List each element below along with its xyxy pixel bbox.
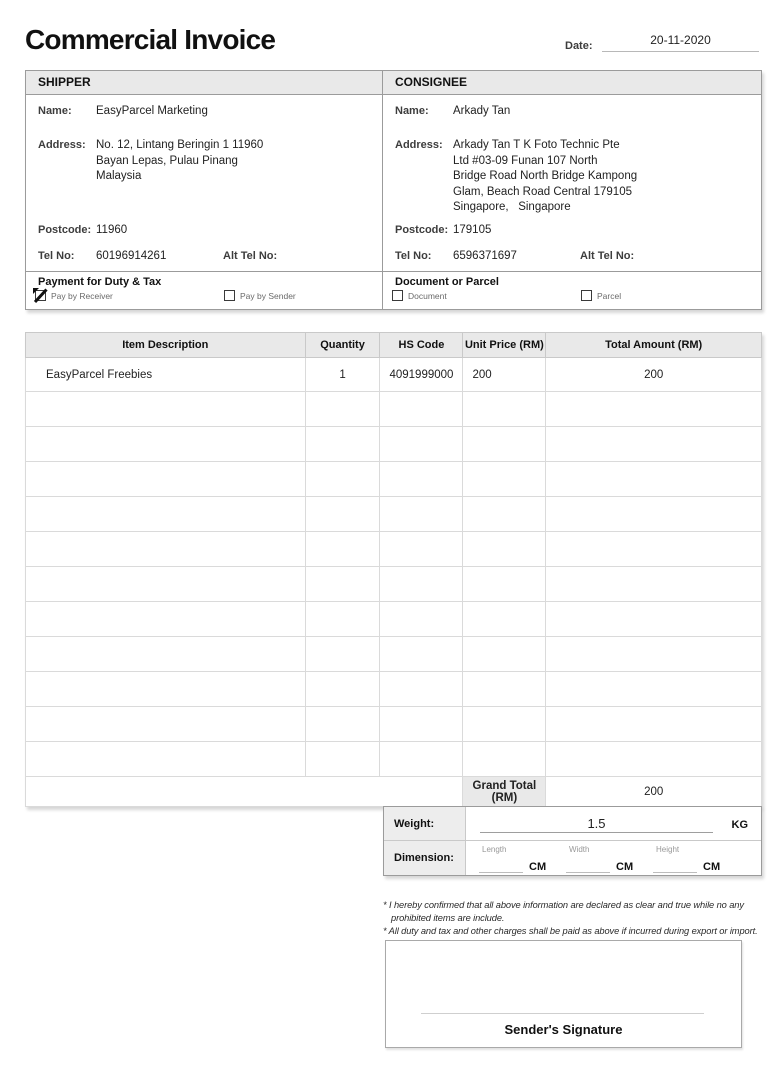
empty-item-cell	[26, 497, 306, 532]
empty-item-cell	[463, 427, 546, 462]
signature-label: Sender's Signature	[504, 1022, 623, 1037]
weight-unit: KG	[731, 819, 748, 831]
empty-item-cell	[380, 672, 463, 707]
empty-item-row	[26, 532, 762, 567]
address-line: Glam, Beach Road Central 179105	[453, 185, 632, 198]
length-field[interactable]	[479, 861, 523, 873]
empty-item-cell	[380, 392, 463, 427]
empty-item-cell	[546, 742, 762, 777]
consignee-section-title: CONSIGNEE	[395, 75, 468, 89]
grand-total-row	[26, 777, 762, 807]
empty-item-row	[26, 497, 762, 532]
pay-by-sender-label: Pay by Sender	[240, 290, 296, 301]
document-label: Document	[408, 290, 447, 301]
empty-item-cell	[463, 742, 546, 777]
empty-item-cell	[463, 672, 546, 707]
parties-header-row	[26, 71, 761, 95]
empty-item-cell	[26, 672, 306, 707]
consignee-postcode-value: 179105	[453, 224, 492, 236]
page-title: Commercial Invoice	[25, 24, 276, 55]
width-label: Width	[569, 845, 590, 854]
pay-by-receiver-option[interactable]	[35, 290, 113, 301]
empty-item-cell	[463, 462, 546, 497]
consignee-tel-value: 6596371697	[453, 250, 517, 262]
empty-item-row	[26, 742, 762, 777]
consignee-postcode-label: Postcode:	[395, 224, 449, 236]
consignee-alt-tel-label: Alt Tel No:	[580, 250, 635, 262]
item-hs-code-cell: 4091999000	[380, 358, 463, 392]
empty-item-cell	[546, 392, 762, 427]
empty-item-cell	[546, 602, 762, 637]
pay-by-receiver-checkbox[interactable]	[35, 290, 46, 301]
consignee-name-label: Name:	[395, 105, 429, 117]
dimension-cell	[466, 841, 761, 875]
parcel-option[interactable]	[581, 290, 621, 301]
empty-item-row	[26, 672, 762, 707]
shipper-tel-value: 60196914261	[96, 250, 167, 262]
dimension-label: Dimension:	[384, 841, 466, 875]
grand-total-label: Grand Total (RM)	[463, 777, 546, 807]
items-table-empty-rows	[26, 392, 762, 777]
empty-item-cell	[26, 742, 306, 777]
empty-item-cell	[305, 532, 380, 567]
empty-item-row	[26, 602, 762, 637]
empty-item-cell	[463, 392, 546, 427]
weight-input-line[interactable]	[480, 832, 713, 833]
address-line: Ltd #03-09 Funan 107 North	[453, 154, 598, 167]
width-group	[566, 845, 654, 873]
empty-item-cell	[380, 497, 463, 532]
address-line: Arkady Tan T K Foto Technic Pte	[453, 139, 620, 151]
empty-item-cell	[546, 567, 762, 602]
payment-duty-tax-section	[26, 272, 383, 309]
empty-item-cell	[546, 637, 762, 672]
footnote: * I hereby confirmed that all above information are declared as clear and true while no any prohibited items are include.	[383, 900, 744, 923]
empty-item-cell	[305, 602, 380, 637]
empty-item-cell	[463, 707, 546, 742]
header-unit-price: Unit Price (RM)	[463, 333, 546, 358]
pay-by-receiver-label: Pay by Receiver	[51, 290, 113, 301]
empty-item-cell	[380, 602, 463, 637]
empty-item-cell	[380, 567, 463, 602]
consignee-details	[383, 95, 761, 271]
empty-item-cell	[546, 427, 762, 462]
length-unit: CM	[529, 861, 547, 873]
footnote: * All duty and tax and other charges shall be paid as above if incurred during export or import.	[383, 926, 758, 936]
shipper-section-title: SHIPPER	[26, 71, 383, 94]
empty-item-cell	[380, 532, 463, 567]
shipper-tel-label: Tel No:	[38, 250, 75, 262]
length-group	[479, 845, 567, 873]
date-label: Date:	[565, 40, 593, 52]
empty-item-cell	[463, 532, 546, 567]
parties-box	[25, 70, 762, 310]
payment-duty-tax-title: Payment for Duty & Tax	[38, 276, 162, 288]
shipper-postcode-label: Postcode:	[38, 224, 92, 236]
width-field[interactable]	[566, 861, 610, 873]
signature-line[interactable]	[421, 1013, 704, 1014]
height-field[interactable]	[653, 861, 697, 873]
document-option[interactable]	[392, 290, 447, 301]
date-field[interactable]: 20-11-2020	[602, 30, 759, 52]
empty-item-cell	[380, 707, 463, 742]
shipper-address-label: Address:	[38, 139, 86, 151]
empty-item-cell	[546, 707, 762, 742]
empty-item-cell	[305, 392, 380, 427]
item-row	[26, 358, 762, 392]
address-line: Singapore, Singapore	[453, 201, 571, 213]
parcel-label: Parcel	[597, 290, 622, 301]
empty-item-cell	[26, 707, 306, 742]
weight-cell	[466, 807, 761, 841]
empty-item-row	[26, 637, 762, 672]
empty-item-cell	[26, 427, 306, 462]
grand-total-value: 200	[546, 777, 762, 807]
item-unit-price-cell: 200	[463, 358, 546, 392]
empty-item-cell	[546, 672, 762, 707]
empty-item-cell	[380, 742, 463, 777]
shipper-name-value: EasyParcel Marketing	[96, 105, 208, 117]
empty-item-cell	[546, 462, 762, 497]
items-table	[25, 332, 762, 807]
empty-item-cell	[380, 427, 463, 462]
empty-item-cell	[463, 497, 546, 532]
pay-by-sender-checkbox[interactable]	[224, 290, 235, 301]
item-total-cell: 200	[546, 358, 762, 392]
items-header-row	[26, 333, 762, 358]
empty-item-cell	[305, 427, 380, 462]
empty-item-row	[26, 392, 762, 427]
empty-item-cell	[380, 637, 463, 672]
address-line: Bayan Lepas, Pulau Pinang	[96, 154, 238, 167]
header-quantity: Quantity	[305, 333, 380, 358]
consignee-tel-label: Tel No:	[395, 250, 432, 262]
empty-item-cell	[305, 462, 380, 497]
empty-item-row	[26, 707, 762, 742]
header-item-description: Item Description	[26, 333, 306, 358]
empty-item-cell	[546, 497, 762, 532]
empty-item-cell	[26, 637, 306, 672]
signature-box[interactable]	[385, 940, 742, 1048]
address-line: No. 12, Lintang Beringin 1 11960	[96, 139, 264, 151]
empty-item-cell	[26, 532, 306, 567]
empty-item-cell	[26, 462, 306, 497]
height-group	[653, 845, 741, 873]
weight-label: Weight:	[384, 807, 466, 841]
shipper-postcode-value: 11960	[96, 224, 128, 236]
weight-field[interactable]: 1.5	[587, 816, 606, 831]
width-unit: CM	[616, 861, 634, 873]
document-or-parcel-title: Document or Parcel	[395, 276, 499, 288]
check-mark-icon	[33, 288, 49, 304]
empty-item-row	[26, 567, 762, 602]
shipper-name-label: Name:	[38, 105, 72, 117]
document-checkbox[interactable]	[392, 290, 403, 301]
address-line: Bridge Road North Bridge Kampong	[453, 170, 638, 182]
empty-item-cell	[305, 672, 380, 707]
item-quantity-cell: 1	[305, 358, 380, 392]
empty-item-cell	[463, 637, 546, 672]
empty-item-cell	[463, 567, 546, 602]
footnotes	[383, 899, 763, 938]
empty-item-cell	[463, 602, 546, 637]
address-line: Malaysia	[96, 170, 142, 182]
header-hs-code: HS Code	[380, 333, 463, 358]
empty-item-cell	[305, 497, 380, 532]
consignee-address-label: Address:	[395, 139, 443, 151]
empty-item-cell	[305, 637, 380, 672]
empty-item-cell	[305, 742, 380, 777]
empty-item-cell	[26, 392, 306, 427]
item-description-cell: EasyParcel Freebies	[26, 358, 306, 392]
length-label: Length	[482, 845, 507, 854]
consignee-address-value	[453, 138, 637, 216]
header-total-amount: Total Amount (RM)	[546, 333, 762, 358]
empty-item-cell	[380, 462, 463, 497]
empty-item-cell	[305, 707, 380, 742]
consignee-name-value: Arkady Tan	[453, 105, 511, 117]
document-or-parcel-section	[383, 272, 761, 309]
parcel-checkbox[interactable]	[581, 290, 592, 301]
empty-item-cell	[26, 567, 306, 602]
pay-by-sender-option[interactable]	[224, 290, 296, 301]
grand-total-spacer	[26, 777, 463, 807]
shipper-alt-tel-label: Alt Tel No:	[223, 250, 278, 262]
empty-item-cell	[26, 602, 306, 637]
shipper-details	[26, 95, 383, 271]
empty-item-row	[26, 462, 762, 497]
shipper-address-value	[96, 138, 263, 185]
empty-item-row	[26, 427, 762, 462]
empty-item-cell	[546, 532, 762, 567]
height-label: Height	[656, 845, 680, 854]
height-unit: CM	[703, 861, 721, 873]
weight-dimension-box	[383, 806, 762, 876]
empty-item-cell	[305, 567, 380, 602]
